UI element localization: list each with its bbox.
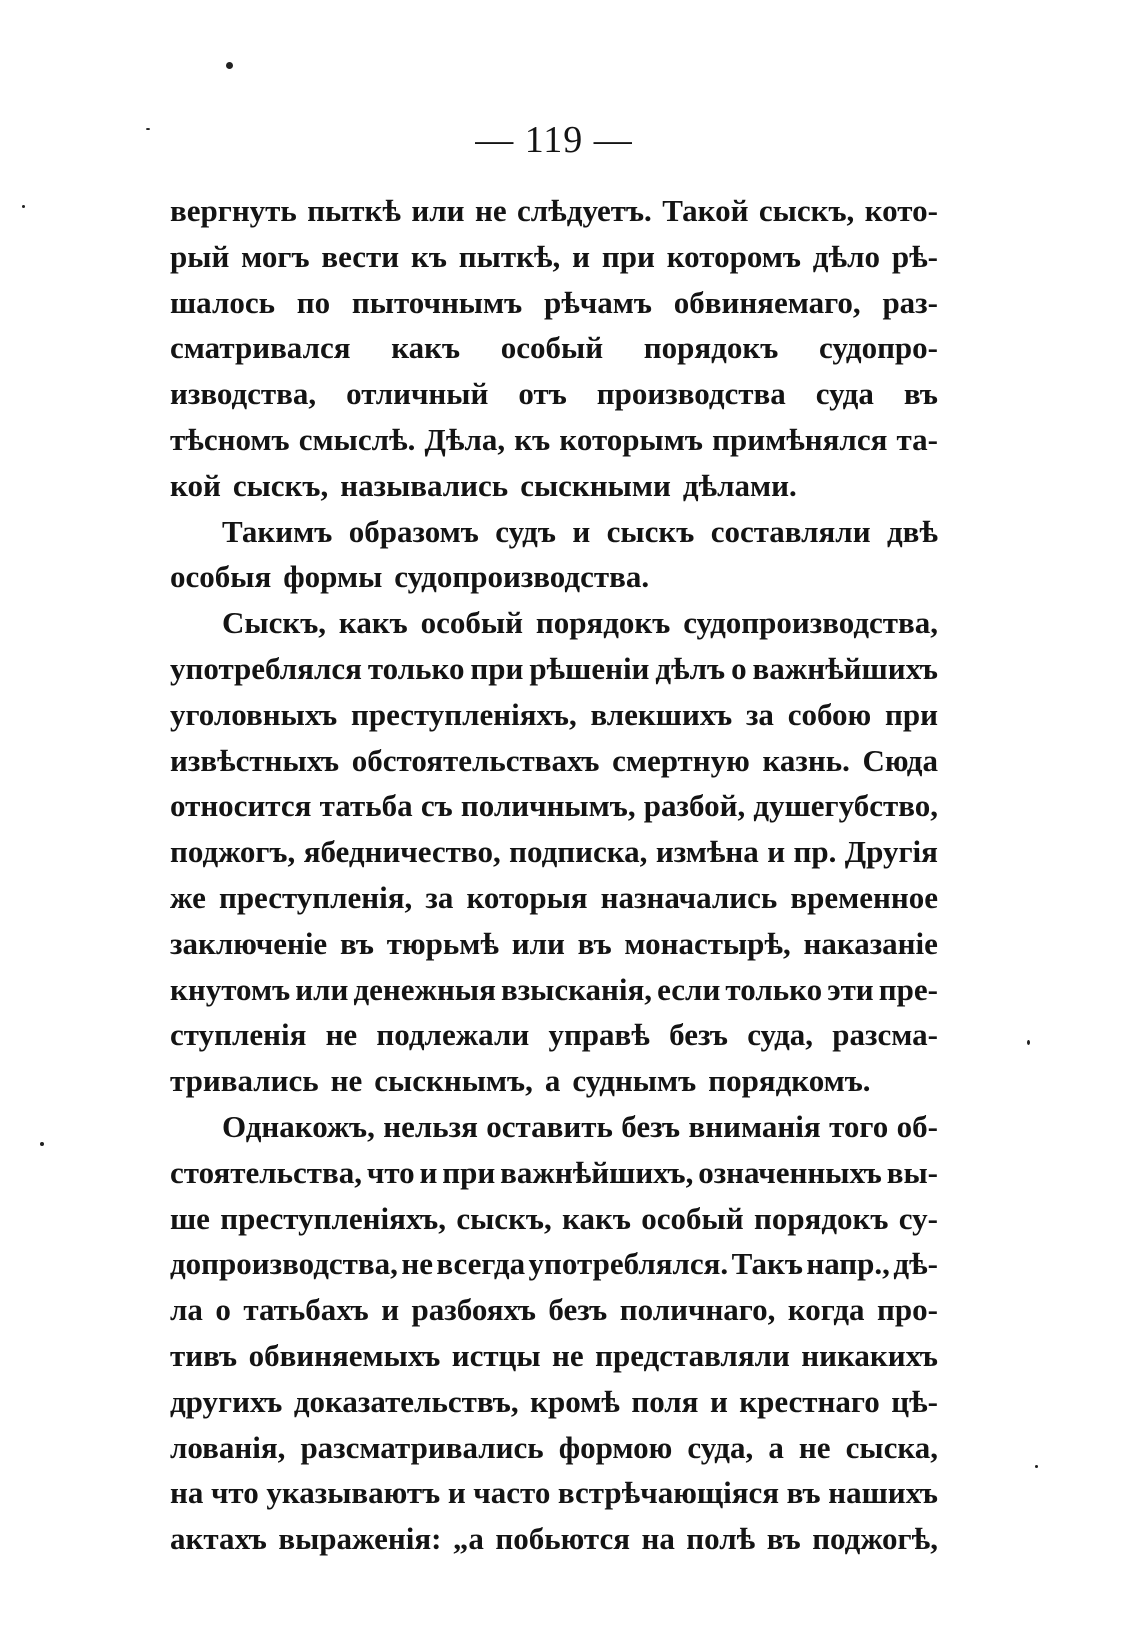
text-line (170, 325, 938, 371)
text-line (170, 646, 938, 692)
word: душегубство, (753, 788, 938, 824)
word: не (325, 1017, 358, 1053)
word: рѣшеніи (529, 650, 650, 686)
word: истцы (451, 1337, 541, 1373)
text-line (170, 1104, 938, 1150)
word: ла (170, 1292, 203, 1328)
word: шалось (170, 284, 275, 320)
word: употреблялся (170, 650, 362, 686)
word: сыскъ, (758, 193, 855, 228)
word: денежныя (353, 971, 496, 1007)
word: вергнуть (170, 193, 297, 228)
text-line (170, 1150, 938, 1196)
word: только (725, 971, 823, 1007)
word: не (330, 1063, 363, 1099)
word: кото- (864, 193, 938, 228)
word: нельзя (383, 1108, 478, 1144)
word: напр., (806, 1246, 890, 1282)
word: на (170, 1475, 204, 1511)
word: сыскъ (606, 513, 695, 549)
text-line (170, 1333, 938, 1379)
scan-speck (40, 1142, 44, 1146)
text-line (170, 875, 938, 921)
word: судопро- (818, 330, 938, 366)
word: особый (500, 330, 604, 366)
word: сыскными (520, 467, 671, 503)
word: при (884, 696, 938, 732)
word: извѣстныхъ (170, 742, 340, 778)
word: двѣ (886, 513, 938, 549)
word: „а (452, 1521, 484, 1557)
word: когда (787, 1292, 865, 1328)
word: примѣнялся (712, 421, 888, 457)
word: какъ (391, 330, 461, 366)
word: дѣлъ (655, 650, 726, 686)
word: формою (558, 1429, 673, 1465)
word: по (296, 284, 331, 320)
word: разбояхъ (411, 1292, 536, 1328)
word: смыслѣ. (298, 421, 416, 457)
word: сыскъ, (456, 1200, 552, 1236)
word: которомъ (666, 238, 801, 274)
word: эти (827, 971, 874, 1007)
word: составляли (710, 513, 871, 549)
word: и (572, 238, 591, 274)
text-line (170, 600, 938, 646)
word: пыткѣ, (458, 238, 561, 274)
word: стоятельства, (170, 1154, 363, 1190)
text-line (170, 417, 938, 463)
word: Такимъ (222, 513, 333, 549)
word: при (470, 650, 524, 686)
word: всегда (436, 1246, 526, 1282)
word: если (657, 971, 721, 1007)
word: встрѣчающіяся (557, 1475, 779, 1511)
word: обвиняемаго, (673, 284, 861, 320)
word: образомъ (348, 513, 479, 549)
word: къ (514, 421, 551, 457)
word: порядокъ (643, 330, 779, 366)
word: производства (596, 376, 786, 412)
word: за (745, 696, 774, 732)
word: въ (766, 1521, 801, 1557)
text-line (170, 1379, 938, 1425)
text-line (170, 1470, 938, 1516)
word: цѣ- (891, 1383, 938, 1419)
word: важнѣйшихъ (752, 650, 938, 686)
word: сыскнымъ, (374, 1063, 533, 1099)
word: въ (339, 925, 374, 961)
word: суда (815, 376, 874, 412)
word: полѣ (686, 1521, 756, 1557)
word: назывались (340, 467, 509, 503)
word: формы (283, 559, 383, 595)
word: и (767, 834, 786, 870)
text-line (170, 738, 938, 784)
word: въ (786, 1475, 821, 1511)
word: татьбахъ (243, 1292, 369, 1328)
text-line (170, 692, 938, 738)
text-line (170, 921, 938, 967)
word: Дѣла, (424, 421, 506, 457)
word: отличный (346, 376, 489, 412)
word: крестнаго (739, 1383, 880, 1419)
text-line (170, 967, 938, 1013)
word: Другія (844, 834, 938, 870)
word: разсма- (832, 1017, 938, 1053)
word: а (768, 1429, 784, 1465)
text-line (170, 371, 938, 417)
word: изводства, (170, 376, 317, 412)
word: Однакожъ, (222, 1108, 375, 1144)
word: раз- (882, 284, 938, 320)
text-line (170, 554, 938, 600)
word: пре- (878, 971, 938, 1007)
word: измѣна (655, 834, 759, 870)
word: нашихъ (828, 1475, 938, 1511)
word: что (366, 1154, 415, 1190)
word: су- (898, 1200, 938, 1236)
word: выраженія: (278, 1521, 442, 1557)
word: побьются (495, 1521, 630, 1557)
word: взысканія, (500, 971, 653, 1007)
text-line (170, 1196, 938, 1242)
word: въ (903, 376, 938, 412)
word: употреблялся. (528, 1246, 729, 1282)
word: ше (170, 1200, 210, 1236)
word: тѣсномъ (170, 421, 290, 457)
scan-speck (146, 128, 150, 130)
word: Сыскъ, (222, 605, 327, 641)
word: наказаніе (803, 925, 938, 961)
word: съ (420, 788, 453, 824)
body-text (170, 188, 938, 1562)
word: не (401, 1246, 433, 1282)
word: поля (631, 1383, 699, 1419)
word: преступленіяхъ, (220, 1200, 446, 1236)
word: дѣлами. (682, 467, 797, 503)
word: безъ (669, 1017, 728, 1053)
text-line (170, 463, 938, 509)
text-line (170, 1058, 938, 1104)
word: только (367, 650, 465, 686)
word: кнутомъ (170, 971, 291, 1007)
word: про- (877, 1292, 938, 1328)
word: кромѣ (530, 1383, 620, 1419)
scan-speck (22, 205, 25, 208)
word: сматривался (170, 330, 351, 366)
word: и (709, 1383, 728, 1419)
text-line (170, 1012, 938, 1058)
word: суда, (747, 1017, 814, 1053)
word: къ (410, 238, 447, 274)
word: актахъ (170, 1521, 267, 1557)
word: при (601, 238, 655, 274)
word: об- (896, 1108, 938, 1144)
scan-speck (1035, 1465, 1038, 1468)
word: Такой (662, 193, 749, 228)
word: пр. (793, 834, 837, 870)
word: того (829, 1108, 889, 1144)
word: сыскъ, (232, 467, 329, 503)
word: поджогѣ, (812, 1521, 938, 1557)
word: тюрьмѣ (386, 925, 499, 961)
text-line (170, 829, 938, 875)
text-line (170, 1287, 938, 1333)
scan-speck (226, 62, 233, 69)
word: оставить (486, 1108, 613, 1144)
word: какъ (338, 605, 408, 641)
word: что (210, 1475, 259, 1511)
word: слѣдуетъ. (517, 193, 652, 228)
word: и (419, 1154, 438, 1190)
word: важнѣйшихъ, (500, 1154, 694, 1190)
word: назначались (600, 879, 778, 915)
word: уголовныхъ (170, 696, 338, 732)
word: относится (170, 788, 312, 824)
word: казнь. (762, 742, 850, 778)
word: а (544, 1063, 561, 1099)
word: при (442, 1154, 496, 1190)
word: никакихъ (801, 1337, 938, 1373)
word: тивъ (170, 1337, 238, 1373)
word: управѣ (548, 1017, 650, 1053)
word: обвиняемыхъ (248, 1337, 441, 1373)
word: лованія, (170, 1429, 286, 1465)
scan-speck (1027, 1040, 1030, 1045)
word: безъ (548, 1292, 608, 1328)
word: татьба (319, 788, 413, 824)
word: какъ (562, 1200, 631, 1236)
text-line (170, 188, 938, 234)
word: судопроизводства, (683, 605, 938, 641)
word: означенныхъ (698, 1154, 882, 1190)
word: рѣ- (891, 238, 938, 274)
word: подлежали (376, 1017, 530, 1053)
word: могъ (241, 238, 310, 274)
word: судопроизводства. (394, 559, 650, 595)
word: рый (170, 238, 230, 274)
word: за (425, 879, 454, 915)
word: преступленіяхъ, (350, 696, 577, 732)
word: смертную (612, 742, 750, 778)
word: Такъ (731, 1246, 803, 1282)
word: сыска, (845, 1429, 938, 1465)
word: не (798, 1429, 831, 1465)
word: порядокъ (753, 1200, 889, 1236)
text-line (170, 280, 938, 326)
word: на (641, 1521, 675, 1557)
word: влекшихъ (590, 696, 733, 732)
word: та- (896, 421, 938, 457)
word: судъ (495, 513, 556, 549)
word: тривались (170, 1063, 319, 1099)
word: и (381, 1292, 400, 1328)
word: и (447, 1475, 466, 1511)
word: которымъ (559, 421, 703, 457)
word: не (552, 1337, 584, 1373)
word: же (170, 879, 206, 915)
word: собою (787, 696, 872, 732)
word: въ (577, 925, 612, 961)
word: Сюда (862, 742, 938, 778)
word: часто (473, 1475, 551, 1511)
word: особый (641, 1200, 744, 1236)
text-line (170, 783, 938, 829)
word: или (411, 193, 465, 228)
word: о (731, 650, 747, 686)
word: заключеніе (170, 925, 328, 961)
word: поличнаго, (619, 1292, 776, 1328)
word: суда, (687, 1429, 754, 1465)
word: особый (420, 605, 523, 641)
word: рѣчамъ (543, 284, 652, 320)
page-number: — 119 — (475, 119, 633, 161)
word: особыя (170, 559, 272, 595)
word: безъ (621, 1108, 681, 1144)
word: преступленія, (218, 879, 413, 915)
word: отъ (518, 376, 567, 412)
word: указываютъ (266, 1475, 441, 1511)
word: подписка, (509, 834, 648, 870)
word: монастырѣ, (624, 925, 791, 961)
word: вести (321, 238, 400, 274)
word: разбой, (643, 788, 746, 824)
word: порядкомъ. (708, 1063, 871, 1099)
word: доказательствъ, (293, 1383, 519, 1419)
word: вы- (886, 1154, 938, 1190)
text-line (170, 1516, 938, 1562)
word: поличнымъ, (460, 788, 636, 824)
word: ябедничество, (303, 834, 501, 870)
word: дѣло (812, 238, 880, 274)
text-line (170, 1425, 938, 1471)
word: вниманія (688, 1108, 821, 1144)
word: не (474, 193, 507, 228)
word: обстоятельствахъ (351, 742, 600, 778)
word: и (572, 513, 591, 549)
word: пыткѣ (307, 193, 401, 228)
word: порядокъ (535, 605, 671, 641)
word: поджогъ, (170, 834, 296, 870)
word: или (295, 971, 349, 1007)
text-line (170, 1241, 938, 1287)
word: о (215, 1292, 231, 1328)
word: разсматривались (300, 1429, 544, 1465)
word: представляли (595, 1337, 790, 1373)
text-line (170, 509, 938, 555)
word: которыя (466, 879, 588, 915)
text-line (170, 234, 938, 280)
word: временное (790, 879, 938, 915)
word: кой (170, 467, 221, 503)
word: другихъ (170, 1383, 283, 1419)
word: дѣ- (893, 1246, 938, 1282)
word: или (511, 925, 565, 961)
word: допроизводства, (170, 1246, 398, 1282)
word: пыточнымъ (351, 284, 523, 320)
word: суднымъ (572, 1063, 697, 1099)
word: ступленія (170, 1017, 307, 1053)
